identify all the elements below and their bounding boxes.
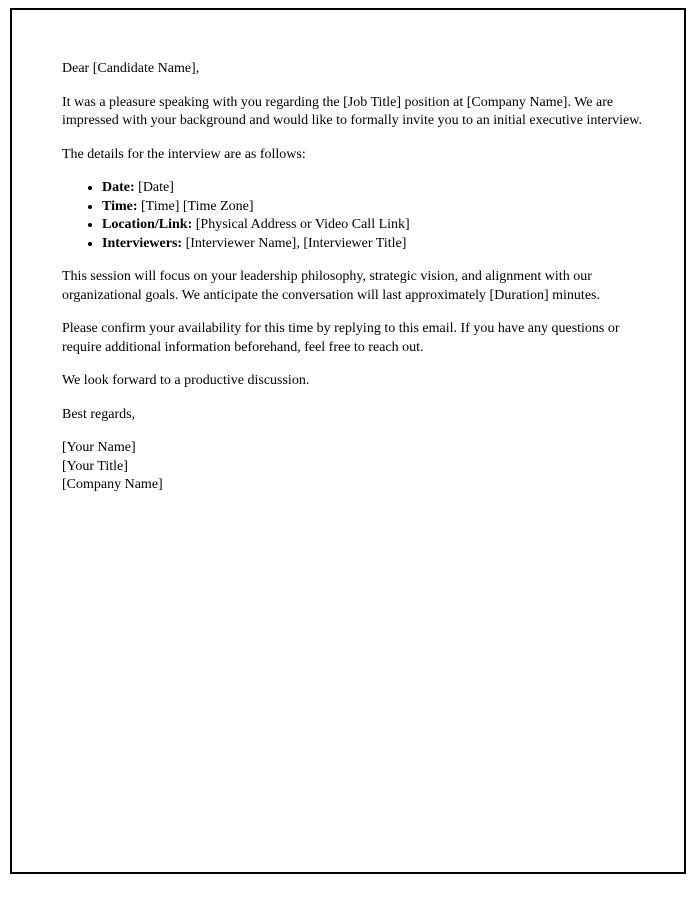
valediction: Best regards,	[62, 406, 136, 422]
detail-item-time	[102, 198, 654, 217]
closing-paragraph: We look forward to a productive discussion.	[62, 373, 310, 388]
signature-company: [Company Name]	[62, 477, 163, 492]
interview-details-list	[62, 179, 654, 253]
document-page-border	[10, 8, 686, 874]
confirm-paragraph: Please confirm your availability for this time by replying to this email. If you have any questions or require additional information beforehand, feel free to reach out.	[62, 321, 620, 355]
salutation: Dear [Candidate Name],	[62, 61, 200, 76]
signature-block	[62, 439, 654, 495]
signature-title: [Your Title]	[62, 458, 128, 474]
detail-label-time: Time:	[102, 198, 138, 214]
intro-paragraph: It was a pleasure speaking with you regarding the [Job Title] position at [Company Name]. We are impressed with your background and would like to formally invite you to an initial executive interview.	[62, 94, 642, 128]
signature-name: [Your Name]	[62, 440, 136, 455]
detail-label-interviewers: Interviewers:	[102, 235, 183, 251]
detail-item-date	[102, 179, 654, 198]
detail-value-time: [Time] [Time Zone]	[137, 198, 254, 214]
details-lead-paragraph: The details for the interview are as follows:	[62, 146, 306, 162]
detail-label-location: Location/Link:	[102, 217, 193, 232]
detail-value-interviewers: [Interviewer Name], [Interviewer Title]	[182, 235, 407, 251]
detail-item-interviewers	[102, 235, 654, 254]
detail-label-date: Date:	[102, 180, 135, 195]
letter-body	[62, 60, 654, 495]
focus-paragraph: This session will focus on your leadership philosophy, strategic vision, and alignment with our organizational goals. We anticipate the conversation will last approximately [Duration] minutes.	[62, 269, 600, 303]
detail-item-location	[102, 216, 654, 235]
detail-value-date: [Date]	[134, 180, 174, 195]
detail-value-location: [Physical Address or Video Call Link]	[192, 217, 410, 232]
